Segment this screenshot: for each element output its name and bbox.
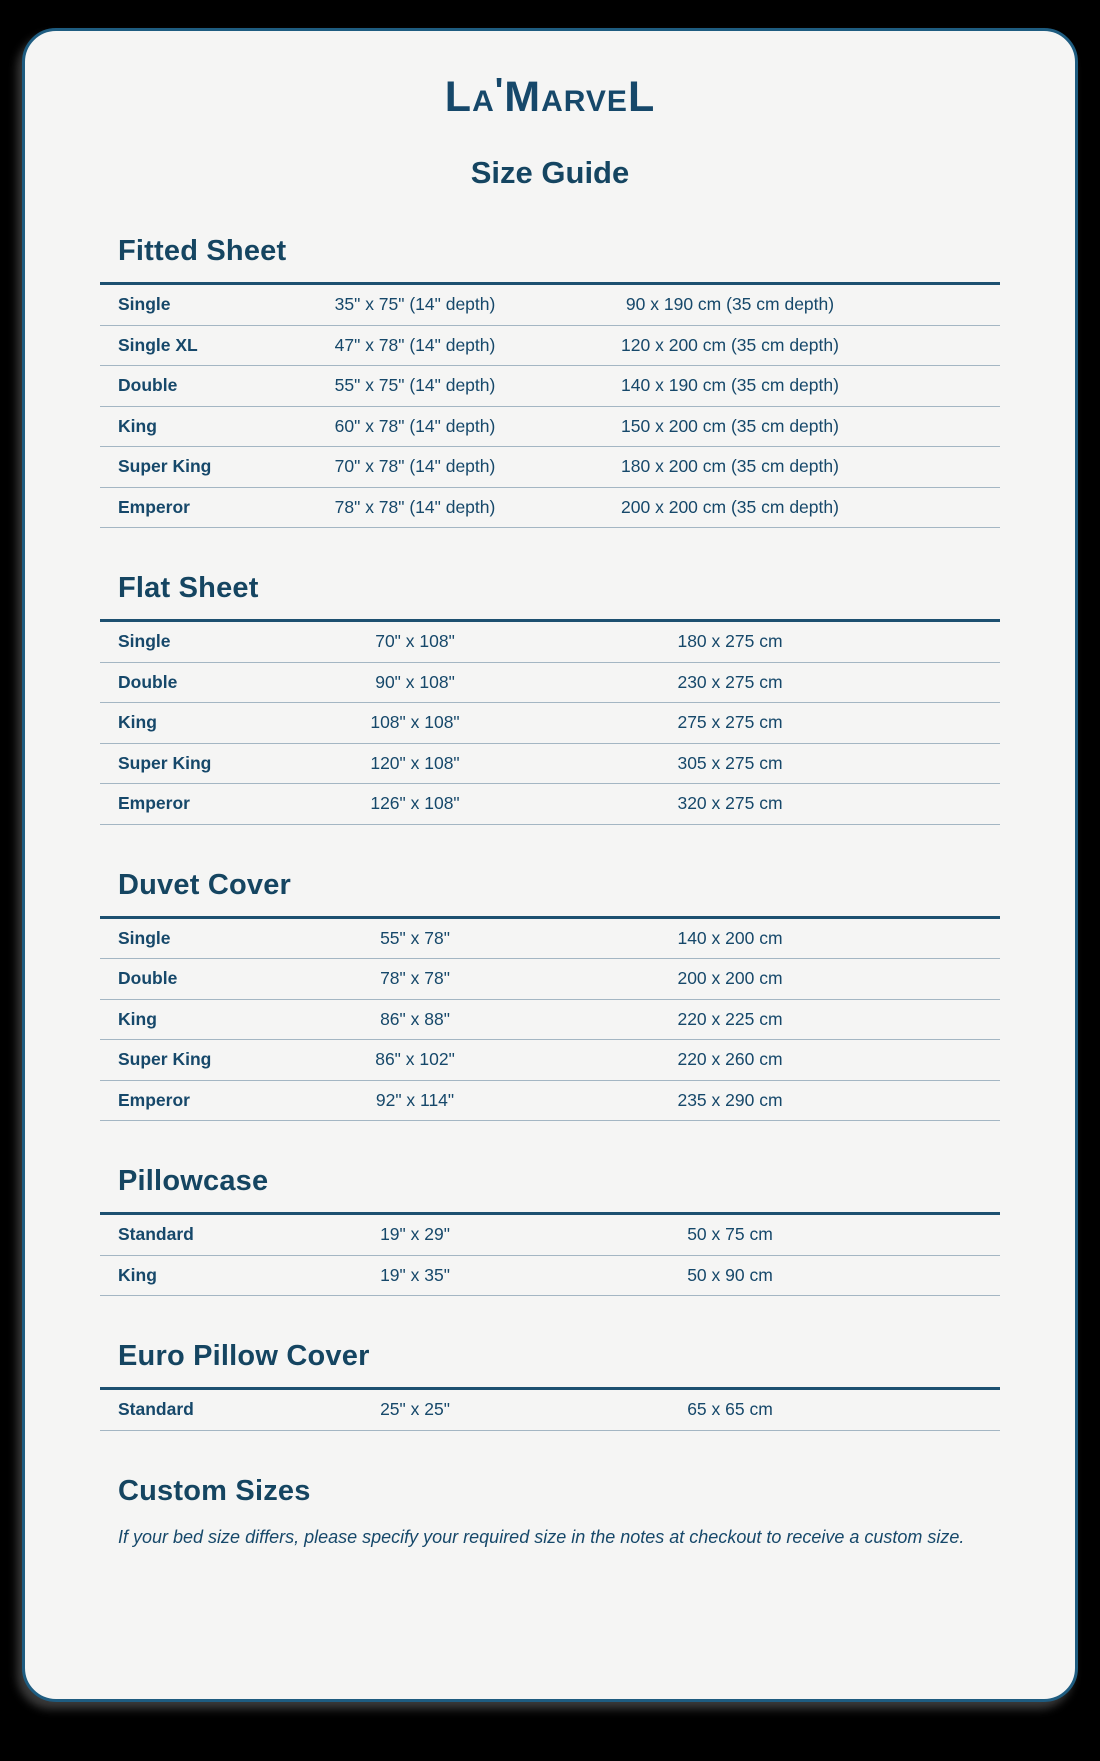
imperial-size: 47" x 78" (14" depth) [334,334,496,355]
metric-size: 230 x 275 cm [677,671,783,692]
metric-size: 220 x 260 cm [677,1049,783,1070]
imperial-size: 70" x 78" (14" depth) [334,456,496,477]
table-row [100,488,1000,529]
table-row [100,366,1000,407]
custom-sizes-section [100,1475,1000,1551]
size-name: Single [118,927,171,948]
imperial-size: 86" x 88" [380,1008,450,1029]
metric-size: 120 x 200 cm (35 cm depth) [621,334,839,355]
imperial-size: 70" x 108" [375,631,455,652]
metric-size: 180 x 275 cm [677,631,783,652]
page-title: Size Guide [470,155,630,190]
size-section [100,1165,1000,1296]
table-row [100,1040,1000,1081]
size-table [100,619,1000,825]
size-name: King [118,1008,157,1029]
imperial-size: 55" x 78" [380,927,450,948]
size-guide-card [22,28,1078,1702]
metric-size: 140 x 200 cm [677,927,783,948]
metric-size: 305 x 275 cm [677,752,783,773]
size-name: Standard [118,1399,194,1420]
size-name: Double [118,375,178,396]
table-row [100,959,1000,1000]
size-name: King [118,1264,157,1285]
imperial-size: 86" x 102" [375,1049,455,1070]
imperial-size: 92" x 114" [375,1089,455,1110]
table-row [100,744,1000,785]
size-name: Emperor [118,496,190,517]
logo-segment: ARVE [541,85,628,118]
size-name: Super King [118,1049,212,1070]
metric-size: 320 x 275 cm [677,793,783,814]
imperial-size: 78" x 78" [380,968,450,989]
section-title: Custom Sizes [118,1474,311,1507]
imperial-size: 126" x 108" [370,793,460,814]
size-section [100,869,1000,1122]
metric-size: 50 x 90 cm [687,1264,773,1285]
size-sections [100,235,1000,1431]
size-section [100,572,1000,825]
table-row [100,663,1000,704]
table-row [100,1390,1000,1431]
size-name: King [118,712,157,733]
table-row [100,326,1000,367]
metric-size: 65 x 65 cm [687,1399,773,1420]
section-title: Pillowcase [118,1165,269,1197]
metric-size: 140 x 190 cm (35 cm depth) [621,375,839,396]
logo-segment: M [504,73,542,121]
section-title: Duvet Cover [118,868,292,901]
size-name: Single [118,631,171,652]
size-table [100,282,1000,528]
imperial-size: 25" x 25" [380,1399,450,1420]
size-section [100,235,1000,528]
size-name: King [118,415,157,436]
metric-size: 50 x 75 cm [687,1224,773,1245]
section-title: Euro Pillow Cover [118,1340,370,1372]
imperial-size: 60" x 78" (14" depth) [334,415,496,436]
size-name: Double [118,968,178,989]
metric-size: 200 x 200 cm [677,968,783,989]
imperial-size: 78" x 78" (14" depth) [334,496,496,517]
logo-segment: ' [494,70,505,111]
imperial-size: 108" x 108" [370,712,460,733]
size-name: Emperor [118,1089,190,1110]
imperial-size: 120" x 108" [370,752,460,773]
imperial-size: 90" x 108" [375,671,455,692]
imperial-size: 55" x 75" (14" depth) [334,375,496,396]
metric-size: 90 x 190 cm (35 cm depth) [625,294,835,315]
metric-size: 150 x 200 cm (35 cm depth) [621,415,839,436]
size-name: Single XL [118,334,198,355]
size-name: Super King [118,752,212,773]
imperial-size: 35" x 75" (14" depth) [334,294,496,315]
imperial-size: 19" x 29" [380,1224,450,1245]
size-table [100,916,1000,1122]
section-title: Fitted Sheet [118,235,287,267]
table-row [100,407,1000,448]
table-row [100,1256,1000,1297]
size-name: Super King [118,456,212,477]
table-row [100,703,1000,744]
table-row [100,447,1000,488]
metric-size: 235 x 290 cm [677,1089,783,1110]
size-name: Double [118,671,178,692]
size-section [100,1340,1000,1431]
size-name: Emperor [118,793,190,814]
table-row [100,1081,1000,1122]
table-row [100,1000,1000,1041]
logo-segment: A [472,85,495,118]
section-title: Flat Sheet [118,572,259,604]
table-row [100,919,1000,960]
logo-segment: L [627,73,656,121]
metric-size: 180 x 200 cm (35 cm depth) [621,456,839,477]
table-row [100,622,1000,663]
logo-segment: L [444,73,473,121]
size-name: Single [118,294,171,315]
imperial-size: 19" x 35" [380,1264,450,1285]
size-table [100,1212,1000,1296]
metric-size: 220 x 225 cm [677,1008,783,1029]
metric-size: 200 x 200 cm (35 cm depth) [621,496,839,517]
brand-logo [100,70,1000,121]
size-table [100,1387,1000,1431]
table-row [100,1215,1000,1256]
table-row [100,784,1000,825]
metric-size: 275 x 275 cm [677,712,783,733]
custom-sizes-note: If your bed size differs, please specify your required size in the notes at checkout to receive a custom size. [118,1526,965,1547]
size-name: Standard [118,1224,194,1245]
table-row [100,285,1000,326]
